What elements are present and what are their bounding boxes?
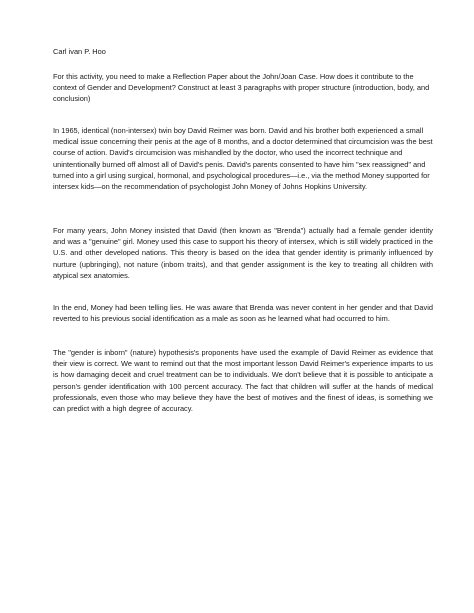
paragraph-introduction: In 1965, identical (non-intersex) twin boy David Reimer was born. David and his brother both experienced a small medical issue concerning their penis at the age of 8 months, and a doctor determined that circumcision was the best course of action. David's circumcision was mishandled by the doctor, who used the incorrect technique and unintentionally burned off almost all of David's penis. David's parents consented to have him "sex reassigned" and turned into a girl using surgical, hormonal, and psychological procedures—i.e., via the method Money supported for intersex kids—on the recommendation of psychologist John Money of Johns Hopkins University. [53,126,433,192]
assignment-prompt: For this activity, you need to make a Reflection Paper about the John/Joan Case. How does it contribute to the context of Gender and Development? Construct at least 3 paragraphs with proper structure (introduction, body, and conclusion) [53,72,430,104]
paragraph-conclusion: The "gender is inborn" (nature) hypothesis's proponents have used the example of David Reimer as evidence that their view is correct. We want to remind out that the most important lesson David Reimer's experience imparts to us is how damaging deceit and cruel treatment can be to individuals. We don't believe that it is possible to anticipate a person's gender identification with 100 percent accuracy. The fact that children will suffer at the hands of medical professionals, even those who may believe they have the best of motives and the finest of ideas, is something we can predict with a high degree of accuracy. [53,348,433,414]
author-name: Carl ivan P. Hoo [53,47,106,56]
paragraph-body-theory: For many years, John Money insisted that David (then known as "Brenda") actually had a female gender identity and was a "genuine" girl. Money used this case to support his theory of intersex, which is still widely practiced in the U.S. and other developed nations. This theory is based on the idea that gender identity is primarily influenced by nurture (upbringing), not nature (inborn traits), and that gender assignment is the key to treating all children with atypical sex anatomies. [53,226,433,280]
paragraph-body-lies: In the end, Money had been telling lies. He was aware that Brenda was never content in her gender and that David reverted to his previous social identification as a male as soon as he learned what had occurred to him. [53,303,433,324]
